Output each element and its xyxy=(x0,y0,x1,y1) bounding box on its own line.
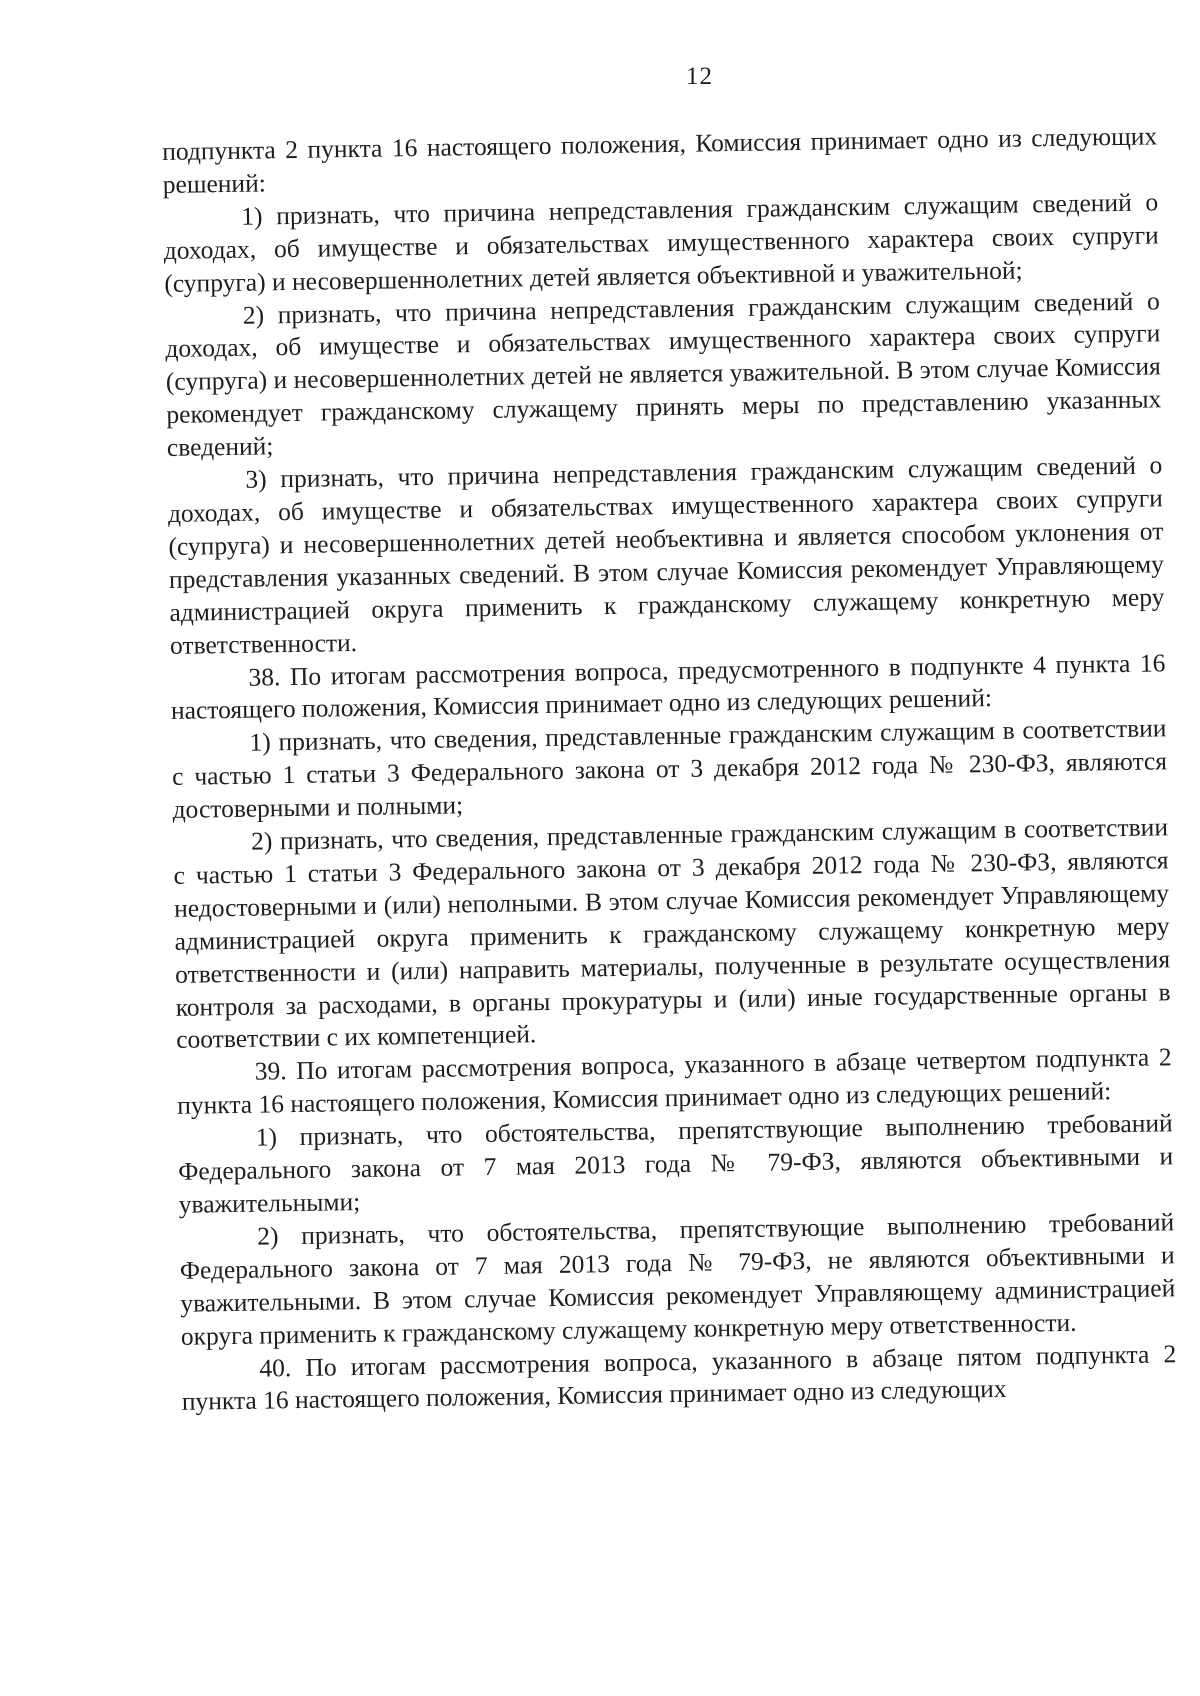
paragraph-clause-38-item-1: 1) признать, что сведения, представленные гражданским служащим в соответствии с частью 1 статьи 3 Федерального закона от 3 декабря 2012 года № 230-ФЗ, являются достоверными и полными; xyxy=(171,713,1168,825)
paragraph-item-3: 3) признать, что причина непредставления гражданским служащим сведений о доходах, об имуществе и обязательствах имущественного характера своих супруги (супруга) и несовершеннолетних детей необъективна и является способом уклонения от представления указанных сведений. В этом случае Комиссия рекомендует Управляющему администрацией округа применить к гражданскому служащему конкретную меру ответственности. xyxy=(167,450,1165,660)
paragraph-clause-39-item-2: 2) признать, что обстоятельства, препятствующие выполнению требований Федерального закона от 7 мая 2013 года № 79-ФЗ, не являются объективными и уважительными. В этом случае Комиссия рекомендует Управляющему администрацией округа применить к гражданскому служащему конкретную меру ответственности. xyxy=(179,1207,1176,1351)
paragraph-clause-38: 38. По итогам рассмотрения вопроса, предусмотренного в подпункте 4 пункта 16 настоящего положения, Комиссия принимает одно из следующих решений: xyxy=(170,647,1166,726)
page-number: 12 xyxy=(686,63,713,90)
paragraph-item-1: 1) признать, что причина непредставления гражданским служащим сведений о доходах, об имуществе и обязательствах имущественного характера своих супруги (супруга) и несовершеннолетних детей является объективной и уважительной; xyxy=(163,187,1159,298)
paragraph-clause-39: 39. По итогам рассмотрения вопроса, указанного в абзаце четвертом подпункта 2 пункта 16 настоящего положения, Комиссия принимает одно из следующих решений: xyxy=(177,1042,1172,1121)
paragraph-item-2: 2) признать, что причина непредставления гражданским служащим сведений о доходах, об имуществе и обязательствах имущественного характера своих супруги (супруга) и несовершеннолетних детей не является уважительной. В этом случае Комиссия рекомендует гражданскому служащему принять меры по представлению указанных сведений; xyxy=(165,285,1162,463)
paragraph-clause-38-item-2: 2) признать, что сведения, представленные гражданским служащим в соответствии с частью 1 статьи 3 Федерального закона от 3 декабря 2012 года № 230-ФЗ, являются недостоверными и (или) неполными. В этом случае Комиссия рекомендует Управляющему администрацией округа применить к гражданскому служащему конкретную меру ответственности и (или) направить материалы, полученные в результате осуществления контроля за расходами, в органы прокуратуры и (или) иные государственные органы в соответствии с их компетенцией. xyxy=(173,812,1171,1055)
paragraph-clause-39-item-1: 1) признать, что обстоятельства, препятствующие выполнению требований Федерального закона от 7 мая 2013 года № 79-ФЗ, являются объективными и уважительными; xyxy=(178,1108,1174,1219)
document-body xyxy=(162,120,1177,1419)
paragraph-continuation: подпункта 2 пункта 16 настоящего положения, Комиссия принимает одно из следующих решений: xyxy=(162,121,1158,199)
paragraph-clause-40: 40. По итогам рассмотрения вопроса, указанного в абзаце пятом подпункта 2 пункта 16 настоящего положения, Комиссия принимает одно из следующих xyxy=(181,1338,1177,1417)
